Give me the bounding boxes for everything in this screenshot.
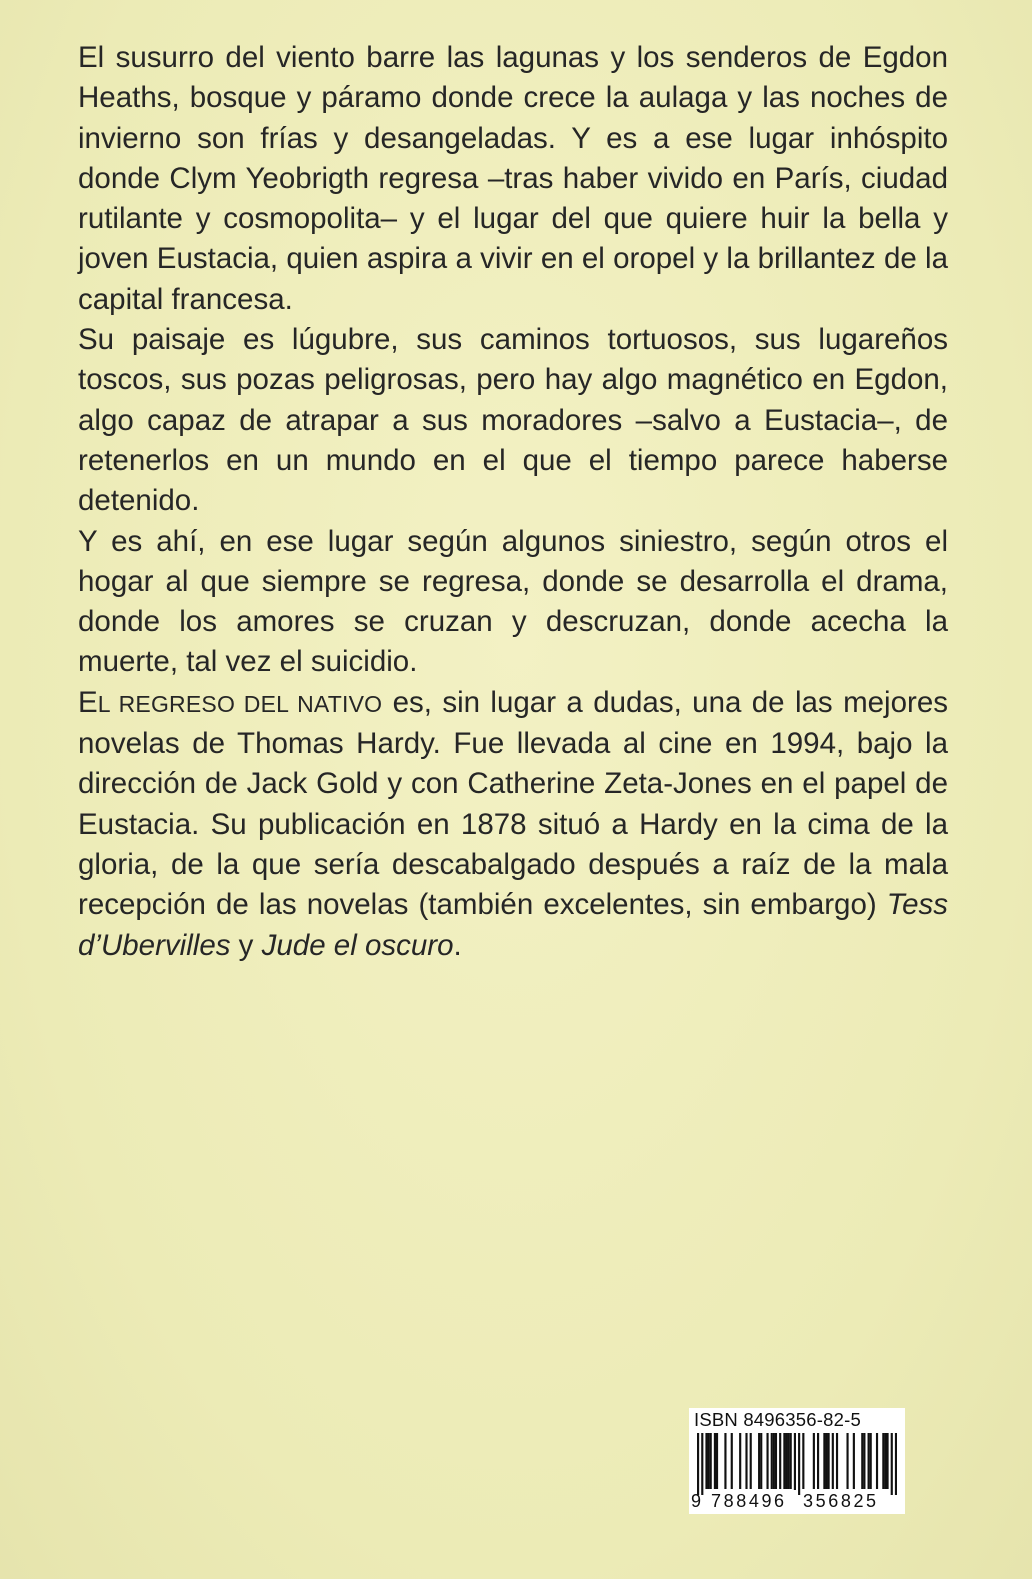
barcode-bar <box>760 1433 762 1489</box>
barcode-bar <box>825 1433 827 1489</box>
barcode-bar <box>775 1433 777 1489</box>
barcode-bar <box>705 1433 707 1489</box>
barcode-bar <box>697 1433 699 1495</box>
barcode-bar <box>863 1433 865 1489</box>
barcode-bar <box>758 1433 760 1489</box>
barcode-bar <box>828 1433 830 1489</box>
barcode-bar <box>716 1433 718 1489</box>
barcode-bar <box>750 1433 752 1489</box>
barcode-bar <box>817 1433 819 1489</box>
barcode-bar <box>891 1433 893 1495</box>
isbn-text: ISBN 8496356-82-5 <box>694 1409 861 1430</box>
barcode-bar <box>708 1433 710 1489</box>
barcode-bar <box>766 1433 768 1489</box>
book-title-initial: E <box>78 685 98 719</box>
barcode-bar <box>836 1433 838 1489</box>
conjunction: y <box>230 928 262 962</box>
barcode-bar <box>773 1433 775 1489</box>
barcode-bar <box>714 1433 716 1489</box>
barcode-bar <box>802 1433 804 1489</box>
barcode-bar <box>710 1433 712 1489</box>
barcode-label <box>689 1408 905 1514</box>
book-title-smallcaps: L REGRESO DEL NATIVO <box>97 690 383 717</box>
barcode-bar <box>853 1433 855 1489</box>
italic-title-jude: Jude el oscuro <box>261 928 454 962</box>
barcode-bar <box>868 1433 870 1489</box>
ean-right-group: 356825 <box>803 1490 889 1512</box>
barcode-bar <box>724 1433 726 1489</box>
ean-digits <box>689 1490 905 1512</box>
barcode-bar <box>779 1433 781 1489</box>
paragraph-4 <box>78 683 948 966</box>
barcode-bar <box>870 1433 872 1489</box>
barcode-bar <box>846 1433 848 1489</box>
barcode-bar <box>739 1433 741 1489</box>
ean-first-digit: 9 <box>691 1491 702 1511</box>
barcode-bar <box>731 1433 733 1489</box>
barcode-bar <box>886 1433 888 1489</box>
paragraph-1: El susurro del viento barre las lagunas y los senderos de Egdon Heaths, bosque y páramo donde crece la aulaga y las noches de invierno son frías y desangeladas. Y es a ese lugar inhóspito donde Clym Yeobrigth regresa –tras haber vivido en París, ciudad rutilante y cosmopolita– y el lugar del que quiere huir la bella y joven Eustacia, quien aspira a vivir en el oropel y la brillantez de la capital francesa. <box>78 41 948 316</box>
barcode-bar <box>783 1433 785 1489</box>
barcode-bar <box>813 1433 815 1489</box>
barcode-bar <box>788 1433 790 1489</box>
barcode-bar <box>701 1433 703 1495</box>
barcode-bar <box>771 1433 773 1489</box>
barcode-bar <box>823 1433 825 1489</box>
barcode-bar <box>745 1433 747 1489</box>
barcode-bar <box>884 1433 886 1489</box>
paragraph-2: Su paisaje es lúgubre, sus caminos tortuosos, sus lugareños toscos, sus pozas peligrosas, pero hay algo magnético en Egdon, algo capaz de atrapar a sus moradores –salvo a Eustacia–, de retenerlos en un mundo en el que el tiempo parece haberse detenido. <box>78 323 948 518</box>
barcode-bar <box>882 1433 884 1489</box>
ean-left-group: 788496 <box>711 1490 797 1512</box>
barcode-bar <box>876 1433 878 1489</box>
barcode-bars <box>697 1433 897 1495</box>
barcode-bar <box>794 1433 796 1495</box>
barcode-bar <box>785 1433 787 1489</box>
barcode-bar <box>895 1433 897 1495</box>
barcode-bar <box>832 1433 834 1489</box>
final-period: . <box>453 928 462 962</box>
barcode-bar <box>798 1433 800 1495</box>
barcode-bar <box>861 1433 863 1489</box>
paragraph-4-text: es, sin lugar a dudas, una de las mejores novelas de Thomas Hardy. Fue llevada al cine en 1994, bajo la dirección de Jack Gold y con Catherine Zeta-Jones en el papel de Eustacia. Su publicación en 1878 situó a Hardy en la cima de la gloria, de la que sería descabalgado después a raíz de la mala recepción de las novelas (también excelentes, sin embargo) <box>78 685 948 922</box>
barcode-bar <box>790 1433 792 1489</box>
synopsis-text <box>78 38 948 966</box>
italic-title-tess: Tess d’Ubervilles <box>78 888 948 962</box>
paragraph-3: Y es ahí, en ese lugar según algunos siniestro, según otros el hogar al que siempre se regresa, donde se desarrolla el drama, donde los amores se cruzan y descruzan, donde acecha la muerte, tal vez el suicidio. <box>78 524 948 679</box>
